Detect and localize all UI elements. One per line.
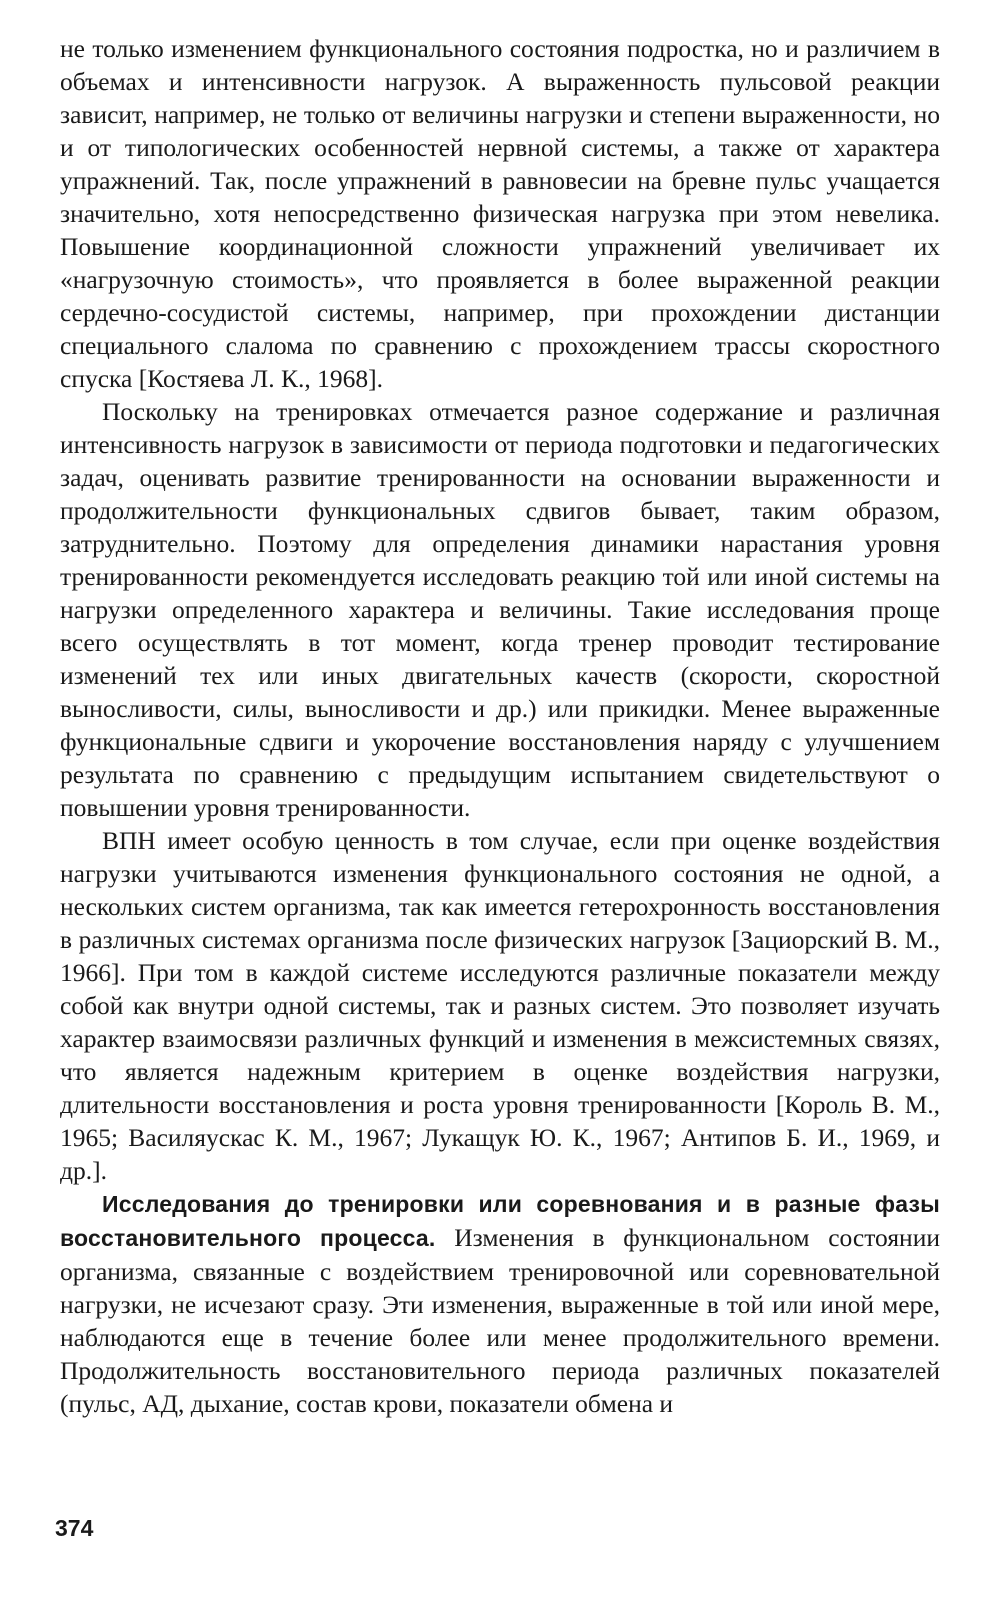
paragraph-recovery-phases bbox=[60, 1187, 940, 1420]
section-lead-heading: Исследования до тренировки или соревнования и в разные фазы восстановительного процесса. bbox=[60, 1191, 940, 1251]
page-number: 374 bbox=[55, 1515, 94, 1541]
document-page bbox=[60, 32, 940, 1420]
paragraph-training-load-assessment: Поскольку на тренировках отмечается разное содержание и различная интенсивность нагрузок в зависимости от периода подготовки и педагогических задач, оценивать развитие тренированности на основании выраженности и продолжительности функциональных сдвигов бывает, таким образом, затруднительно. Поэтому для определения динамики нарастания уровня тренированности рекомендуется исследовать реакцию той или иной системы на нагрузки определенного характера и величины. Такие исследования проще всего осуществлять в тот момент, когда тренер проводит тестирование изменений тех или иных двигательных качеств (скорости, скоростной выносливости, силы, выносливости и др.) или прикидки. Менее выраженные функциональные сдвиги и укорочение восстановления наряду с улучшением результата по сравнению с предыдущим испытанием свидетельствуют о повышении уровня тренированности. bbox=[60, 397, 940, 822]
paragraph-continuation: не только изменением функционального состояния подростка, но и различием в объемах и интенсивности нагрузок. А выраженность пульсовой реакции зависит, например, не только от величины нагрузки и степени выраженности, но и от типологических особенностей нервной системы, а также от характера упражнений. Так, после упражнений в равновесии на бревне пульс учащается значительно, хотя непосредственно физическая нагрузка при этом невелика. Повышение координационной сложности упражнений увеличивает их «нагрузочную стоимость», что проявляется в более выраженной реакции сердечно-сосудистой системы, например, при прохождении дистанции специального слалома по сравнению с прохождением трассы скоростного спуска [Костяева Л. К., 1968]. bbox=[60, 34, 940, 393]
paragraph-vpn-value: ВПН имеет особую ценность в том случае, если при оценке воздействия нагрузки учитываются изменения функционального состояния не одной, а нескольких систем организма, так как имеется гетерохронность восстановления в различных системах организма после физических нагрузок [Зациорский В. М., 1966]. При том в каждой системе исследуются различные показатели между собой как внутри одной системы, так и разных систем. Это позволяет изучать характер взаимосвязи различных функций и изменения в межсистемных связях, что является надежным критерием в оценке воздействия нагрузки, длительности восстановления и роста уровня тренированности [Король В. М., 1965; Василяускас К. М., 1967; Лукащук Ю. К., 1967; Антипов Б. И., 1969, и др.]. bbox=[60, 826, 940, 1185]
paragraph-recovery-body: Изменения в функциональном состоянии организма, связанные с воздействием тренировочной или соревновательной нагрузки, не исчезают сразу. Эти изменения, выраженные в той или иной мере, наблюдаются еще в течение более или менее продолжительного времени. Продолжительность восстановительного периода различных показателей (пульс, АД, дыхание, состав крови, показатели обмена и bbox=[60, 1223, 940, 1418]
